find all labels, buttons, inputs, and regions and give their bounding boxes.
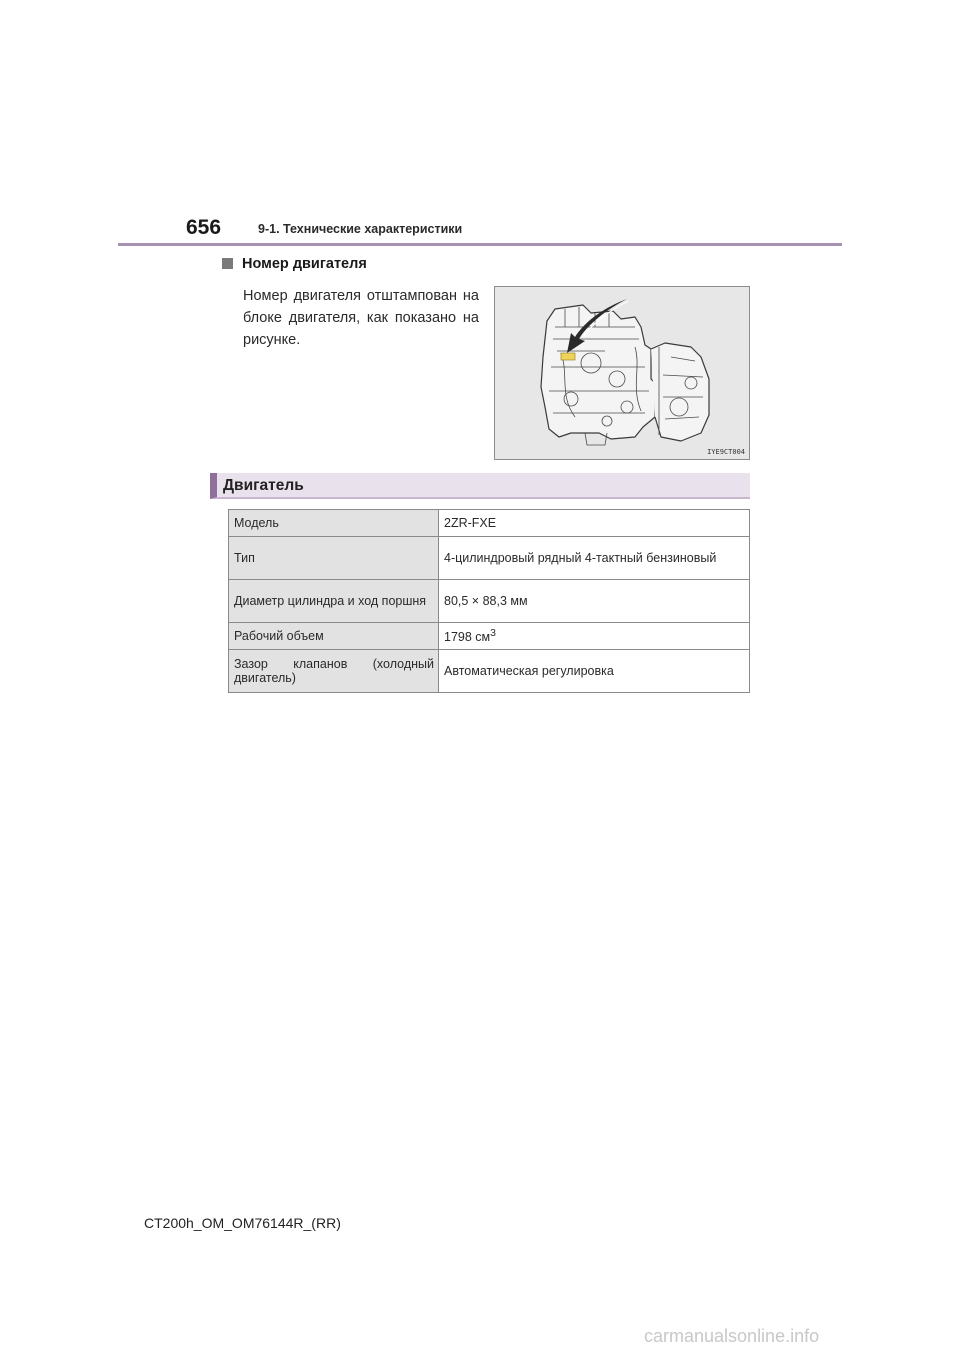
square-bullet-icon [222,258,233,269]
table-row [229,580,750,623]
spec-label: Зазор клапанов (холодный двигатель) [229,650,439,693]
spec-value: 80,5 × 88,3 мм [439,580,750,623]
engine-section-title: Двигатель [223,477,304,494]
engine-number-description: Номер двигателя отштампован на блоке двигателя, как показано на рисунке. [243,288,479,348]
table-row [229,650,750,693]
superscript: 3 [490,628,496,640]
engine-section-banner [210,473,750,499]
watermark: carmanualsonline.info [644,1326,820,1346]
spec-label: Рабочий объем [229,623,439,650]
table-row [229,623,750,650]
spec-label: Модель [229,510,439,537]
spec-value: 4-цилиндровый рядный 4-тактный бензиновый [439,537,750,580]
engine-illustration [494,286,750,460]
spec-label: Диаметр цилиндра и ход поршня [229,580,439,623]
engine-drawing-icon [495,287,749,459]
document-code: CT200h_OM_OM76144R_(RR) [144,1215,341,1231]
engine-spec-table [228,509,750,693]
engine-number-heading [222,256,367,272]
figure-code: IYE9CT004 [707,448,745,456]
spec-value-displacement [439,623,750,650]
page-number: 656 [186,216,222,239]
displacement-value: 1798 см [444,630,491,645]
section-title: 9-1. Технические характеристики [258,222,463,236]
header-divider [118,243,842,246]
spec-value: 2ZR-FXE [439,510,750,537]
engine-number-heading-text: Номер двигателя [242,256,367,272]
spec-label: Тип [229,537,439,580]
table-row [229,537,750,580]
spec-value: Автоматическая регулировка [439,650,750,693]
table-row [229,510,750,537]
